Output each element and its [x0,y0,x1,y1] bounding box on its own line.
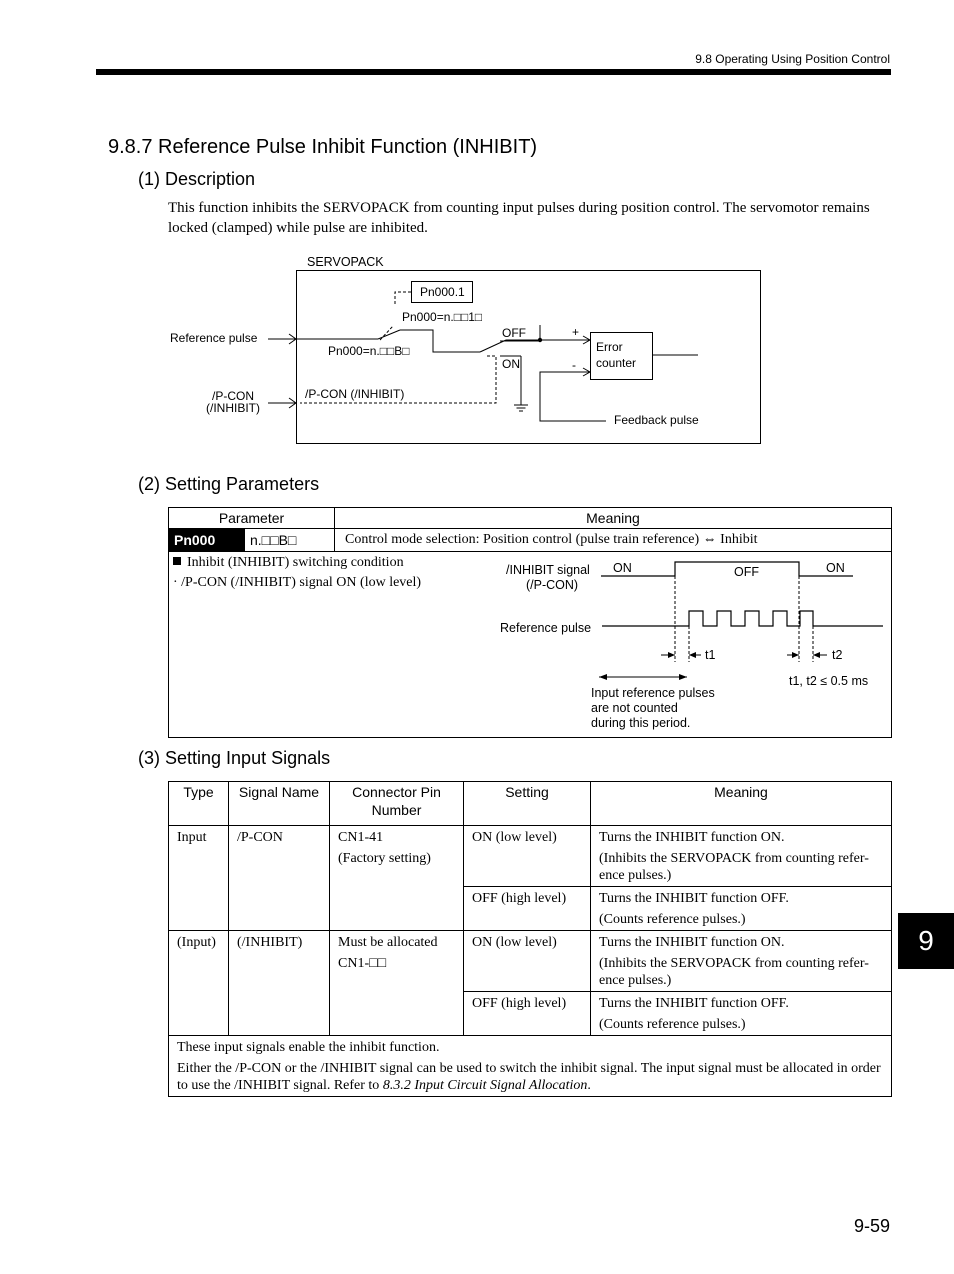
inhibit-signal-label-2: (/P-CON) [526,578,579,592]
section-title: 9.8.7 Reference Pulse Inhibit Function (INHIBIT) [108,136,538,158]
page-number: 9-59 [853,1216,890,1236]
timing-off: OFF [734,565,759,579]
inhibit-signal-waveform [601,562,853,576]
lower-path-line [400,330,480,352]
condition-item: · /P-CON (/INHIBIT) signal ON (low level) [173,575,422,590]
row2-signal: (/INHIBIT) [229,931,330,1036]
col-type: Type [169,782,229,826]
table-row [169,931,892,992]
col-meaning: Meaning [591,782,892,826]
t1-label: t1 [705,648,716,662]
pcon-label-1: /P-CON [212,389,254,403]
pn-lower-label: Pn000=n.□□B□ [328,344,410,358]
row2-off-setting: OFF (high level) [464,992,591,1036]
reference-pulse-label: Reference pulse [170,331,258,345]
pn-dashed-link [395,292,411,306]
timing-reference-pulse-label: Reference pulse [500,621,592,635]
plus-sign: + [572,325,580,339]
not-counted-arrowhead-right [679,674,687,680]
timing-on-right: ON [826,561,845,575]
description-heading: (1) Description [138,169,256,189]
upper-switch-blade [378,330,400,339]
setting-input-signals-heading: (3) Setting Input Signals [138,748,331,768]
row2-off-meaning: Turns the INHIBIT function OFF. (Counts reference pulses.) [591,992,892,1036]
minus-sign: - [572,358,576,372]
input-signals-table [168,781,892,1097]
row1-off-meaning: Turns the INHIBIT function OFF. (Counts reference pulses.) [591,887,892,931]
error-counter-label-2: counter [596,356,637,370]
row2-type: (Input) [169,931,229,1036]
note-line-1: Input reference pulses [591,686,715,700]
note-line-3: during this period. [591,716,691,730]
block-diagram [0,240,954,455]
t2-arrowhead-right [813,652,820,658]
row2-connector: Must be allocated CN1-□□ [330,931,464,1036]
note-reference: 8.3.2 Input Circuit Signal Allocation [382,1078,588,1093]
t2-label: t2 [832,648,843,662]
timing-on-left: ON [613,561,632,575]
param-value-cell: n.□□B□ [245,529,335,552]
pn-upper-label: Pn000=n.□□1□ [402,310,483,324]
t1-arrowhead-right [689,652,696,658]
t2-arrowhead-left [792,652,799,658]
description-text: This function inhibits the SERVOPACK from counting input pulses during position control. The servomotor remains locked (clamped) while pulse are inhibited. [168,200,870,236]
note-line-2: are not counted [591,701,678,715]
param-meaning-cell: Control mode selection: Position control (pulse train reference) ⇔ Inhibit [335,529,892,552]
running-header: 9.8 Operating Using Position Control [695,52,890,66]
note-first-line: These input signals enable the inhibit function. [177,1040,440,1055]
row2-on-setting: ON (low level) [464,931,591,992]
junction-dot [538,338,542,342]
on-label: ON [502,357,520,371]
col-setting: Setting [464,782,591,826]
table-row [169,826,892,887]
header-meaning: Meaning [335,508,892,529]
inhibit-signal-label-1: /INHIBIT signal [506,563,590,577]
pcon-label-2: (/INHIBIT) [206,401,260,415]
condition-title: Inhibit (INHIBIT) switching condition [173,555,404,571]
pcon-inner-label: /P-CON (/INHIBIT) [305,387,405,401]
col-signal-name: Signal Name [229,782,330,826]
feedback-pulse-label: Feedback pulse [614,413,699,427]
header-rule [96,69,891,75]
error-counter-label-1: Error [596,340,623,354]
header-parameter: Parameter [169,508,335,529]
table-note [169,1036,892,1097]
chapter-tab: 9 [898,913,954,969]
note-second-line: Either the /P-CON or the /INHIBIT signal can be used to switch the inhibit signal. The input signal must be allocated in order to use the /INHIBIT signal. Refer to 8.3.2 Input Circuit Signal Allocation. [177,1061,881,1093]
setting-parameters-heading: (2) Setting Parameters [138,474,320,494]
row1-type: Input [169,826,229,931]
row1-signal: /P-CON [229,826,330,931]
row2-on-meaning: Turns the INHIBIT function ON. (Inhibits the SERVOPACK from counting refer-ence pulses.) [591,931,892,992]
pn0001-label: Pn000.1 [420,285,465,299]
condition-cell [169,552,892,738]
row1-connector: CN1-41 (Factory setting) [330,826,464,931]
param-name-cell: Pn000 [169,529,245,552]
main-switch-blade [480,340,506,352]
reference-pulse-waveform [602,611,883,626]
row1-off-setting: OFF (high level) [464,887,591,931]
timing-condition: t1, t2 ≤ 0.5 ms [789,674,869,688]
timing-diagram [169,552,893,737]
row1-on-setting: ON (low level) [464,826,591,887]
off-label: OFF [502,326,526,340]
parameter-table [168,507,892,738]
servopack-label: SERVOPACK [307,255,384,269]
not-counted-arrowhead-left [599,674,607,680]
t1-arrowhead-left [668,652,675,658]
col-connector: Connector Pin Number [330,782,464,826]
row1-on-meaning: Turns the INHIBIT function ON. (Inhibits the SERVOPACK from counting refer-ence pulses.) [591,826,892,887]
